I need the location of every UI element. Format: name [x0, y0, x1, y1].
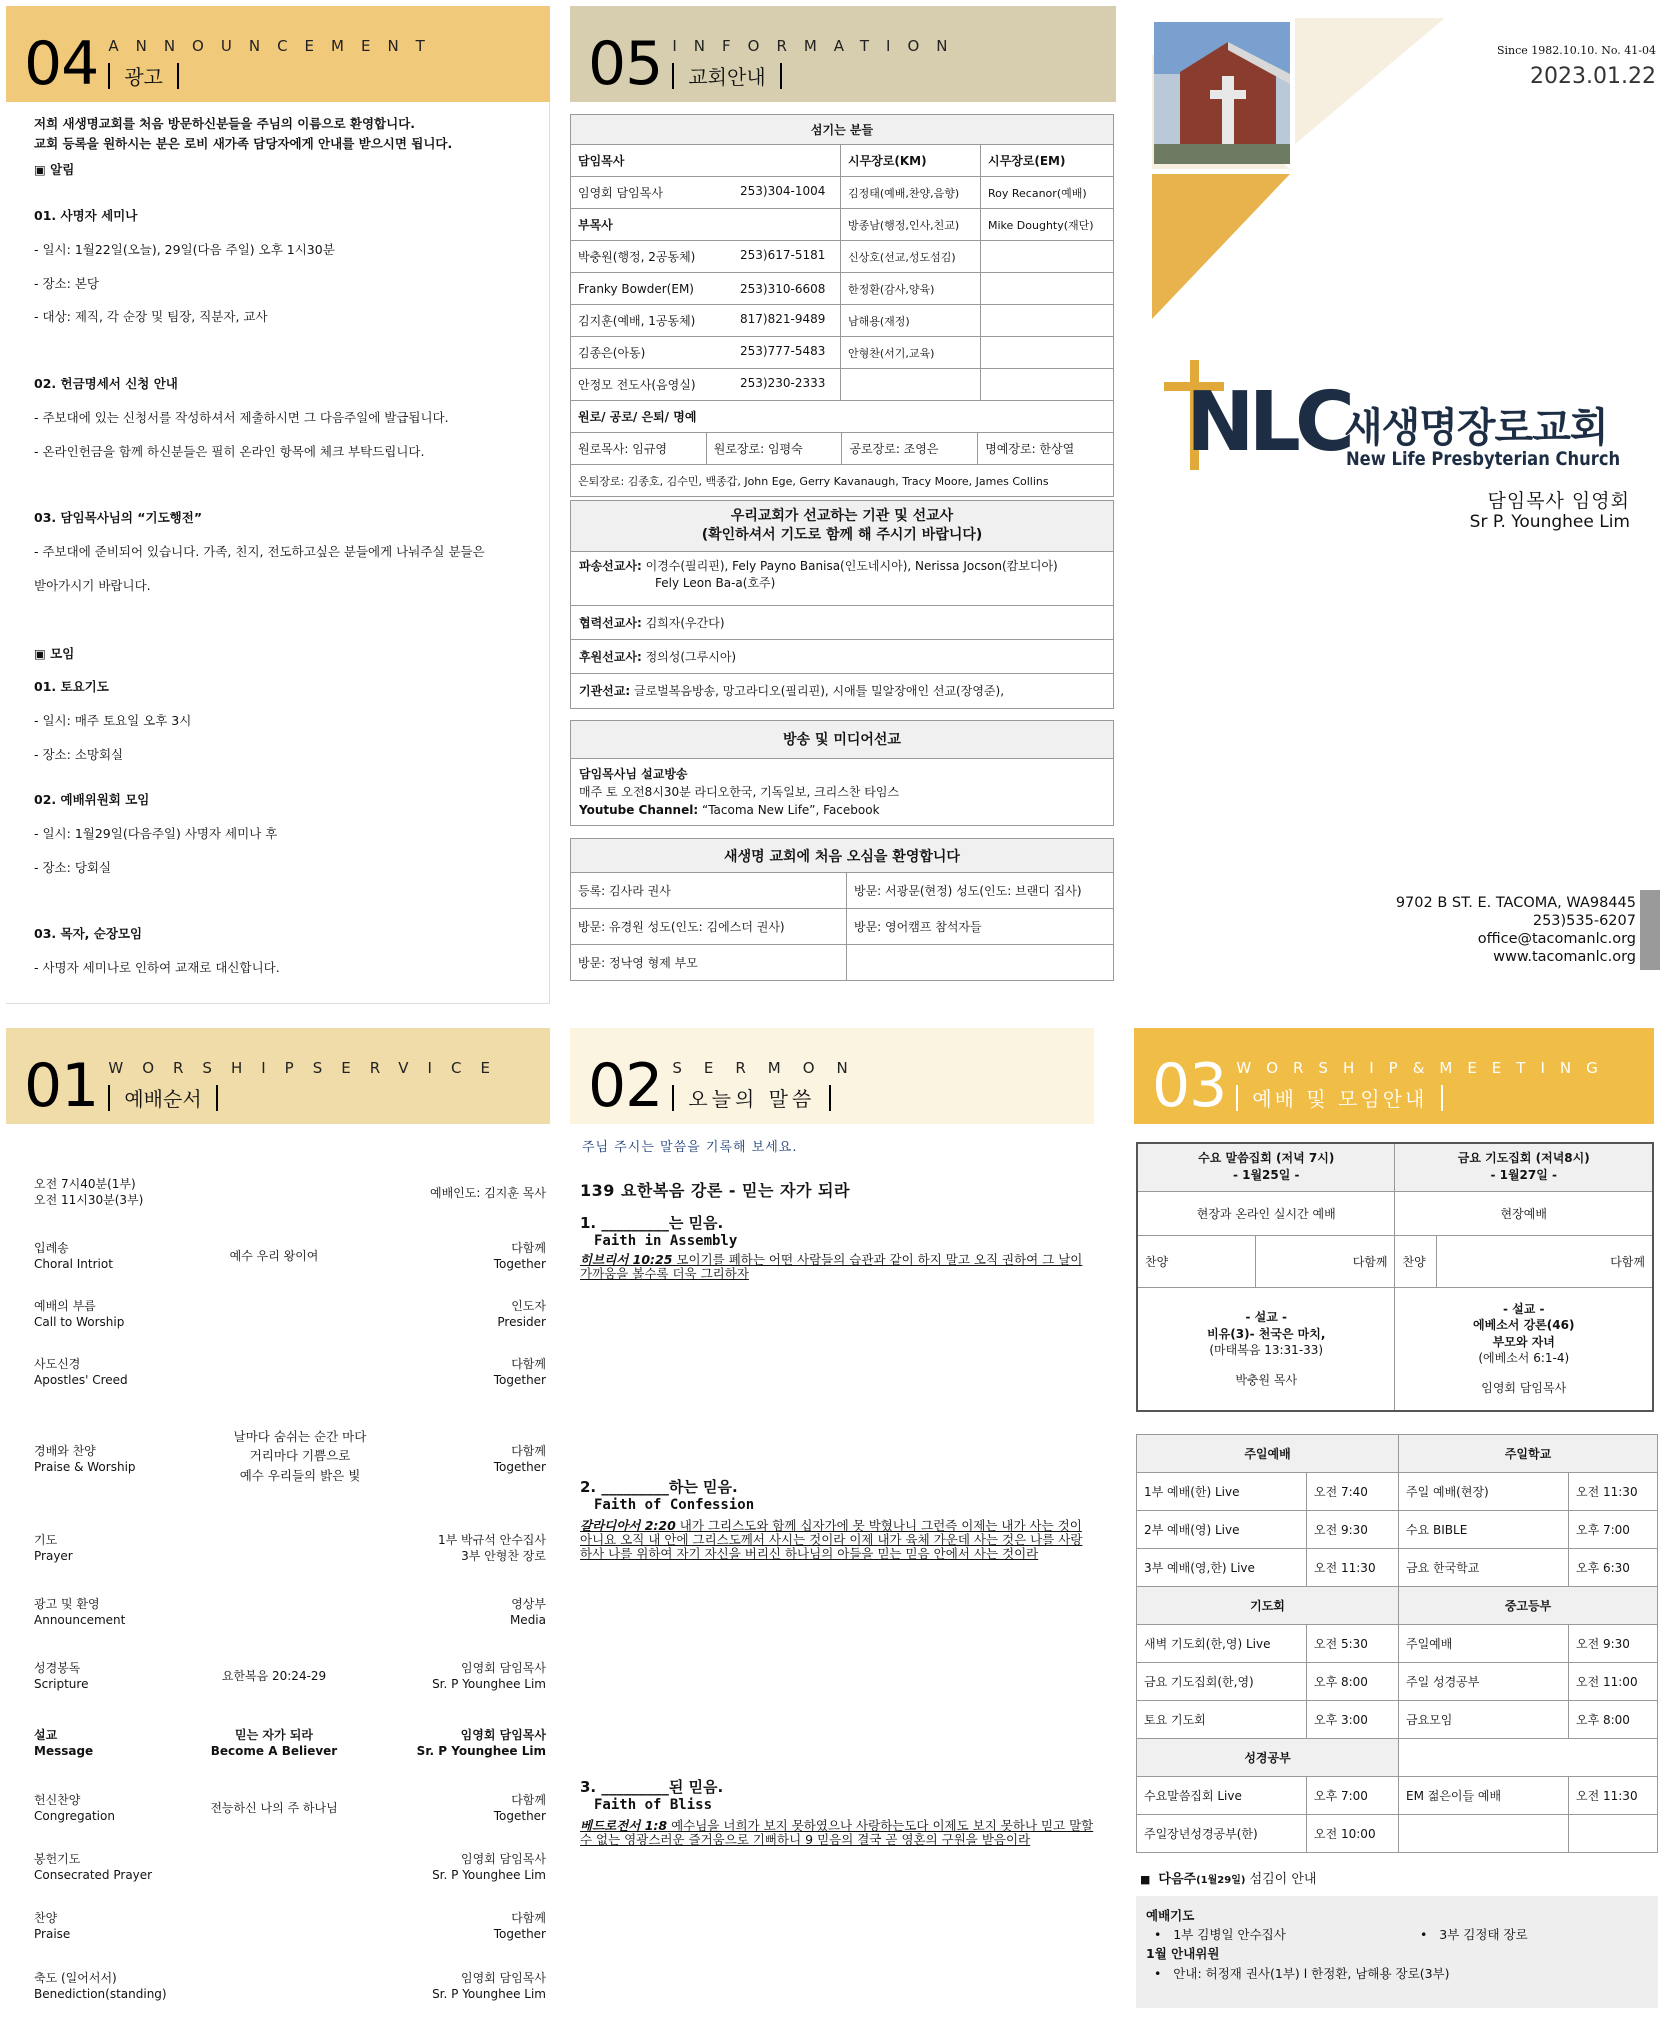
item-en: Praise & Worship	[34, 1460, 136, 1475]
item-en: Scripture	[34, 1677, 89, 1692]
item-leader: 다함께	[511, 1241, 546, 1255]
section-number: 01	[24, 1051, 99, 1121]
sermon-title: 139 요한복음 강론 - 믿는 자가 되라	[580, 1181, 850, 1200]
announcement-line: ▣ 모임	[34, 646, 75, 661]
item-leader: 1부 박규석 안수집사	[437, 1533, 546, 1547]
service-row	[34, 1970, 546, 2006]
welcome-table	[570, 838, 1114, 981]
schedule-time: 오후 3:00	[1307, 1701, 1399, 1739]
email-link[interactable]: office@tacomanlc.org	[1477, 931, 1636, 948]
announcement-line: - 온라인헌금을 함께 하신분들은 필히 온라인 항목에 체크 부탁드립니다.	[34, 444, 425, 459]
wed-mode: 현장과 온라인 실시간 예배	[1137, 1191, 1395, 1235]
schedule-item: EM 젊은이들 예배	[1399, 1777, 1569, 1815]
item-en: Benediction(standing)	[34, 1987, 167, 2002]
elder-km: 김정태(예배,찬양,음향)	[841, 177, 981, 209]
wed-hymn-label: 찬양	[1137, 1235, 1255, 1287]
wed-sermon: - 설교 - 비유(3)- 천국은 마치, (마태복음 13:31-33) 박충원 목사	[1137, 1287, 1395, 1411]
item-content: 예수 우리 왕이여	[229, 1249, 319, 1263]
sermon-note: 주님 주시는 말씀을 기록해 보세요.	[582, 1140, 798, 1155]
schedule-item: 금요 기도집회(한,영)	[1137, 1663, 1307, 1701]
service-row	[34, 1240, 546, 1276]
item-ko: 광고 및 환영	[34, 1597, 100, 1611]
item-en: Congregation	[34, 1809, 115, 1824]
item-leader-en: Sr. P Younghee Lim	[432, 1987, 546, 2002]
sunday-school-header: 주일학교	[1399, 1435, 1658, 1473]
welcome-entry: 등록: 김사라 권사	[571, 873, 847, 909]
square-bullet-icon: ■	[1140, 1873, 1151, 1886]
welcome-entry	[847, 945, 1114, 981]
prayer-leader: 1부 김병일 안수집사	[1173, 1927, 1286, 1943]
issue-date: 2023.01.22	[1530, 64, 1656, 89]
section-title-en: INFORMATION	[672, 37, 965, 55]
announcement-line: - 장소: 당회실	[34, 860, 112, 875]
elder-em: Mike Doughty(재단)	[981, 209, 1114, 241]
retired-header: 원로/ 공로/ 은퇴/ 명예	[571, 401, 1114, 433]
senior-pastor: 임영회 담임목사 253)304-1004	[571, 177, 841, 209]
schedule-item: 수요말씀집회 Live	[1137, 1777, 1307, 1815]
meeting-header	[1134, 1028, 1654, 1124]
item-content: 전능하신 나의 주 하나님	[210, 1801, 338, 1815]
elder-km: 방종남(행정,인사,친교)	[841, 209, 981, 241]
prayer-header: 기도회	[1137, 1587, 1399, 1625]
section-number: 02	[588, 1051, 663, 1121]
announcement-line: ▣ 알림	[34, 162, 75, 177]
item-leader-en: 3부 안형찬 장로	[461, 1549, 546, 1564]
item-en: Prayer	[34, 1549, 73, 1564]
elder-em: Roy Recanor(예배)	[981, 177, 1114, 209]
schedule-time: 오전 9:30	[1569, 1625, 1658, 1663]
item-leader-en: Sr. P Younghee Lim	[432, 1677, 546, 1692]
praise-song: 날마다 숨쉬는 순간 마다 거리마다 기쁨으로 예수 우리들의 밝은 빛	[233, 1429, 367, 1483]
announcement-line: 저희 새생명교회를 처음 방문하신분들을 주님의 이름으로 환영합니다.	[34, 116, 416, 131]
assoc-pastor: 김지훈(예배, 1공동체) 817)821-9489	[571, 305, 841, 337]
service-row	[34, 1356, 546, 1392]
service-times: 오전 7시40분(1부) 오전 11시30분(3부) 예배인도: 김지훈 목사	[34, 1177, 546, 1208]
sermon-header	[570, 1028, 1094, 1124]
mission-title: 우리교회가 선교하는 기관 및 선교사	[730, 508, 954, 524]
section-title-ko: 교회안내	[688, 65, 766, 89]
fri-header: 금요 기도집회 (저녁8시)	[1457, 1151, 1590, 1166]
section-title-ko: 예배순서	[124, 1087, 202, 1111]
item-ko: 기도	[34, 1533, 58, 1547]
ushers: 안내: 허정재 권사(1부) l 한정환, 남해용 장로(3부)	[1173, 1965, 1450, 1981]
media-line: 매주 토 오전8시30분 라디오한국, 기독일보, 크리스찬 타임스	[579, 785, 900, 799]
item-leader-en: Sr. P Younghee Lim	[416, 1744, 546, 1759]
item-leader: 임영회 담임목사	[461, 1971, 546, 1985]
item-leader: 영상부	[511, 1597, 546, 1611]
assoc-pastor: 박충원(행정, 2공동체) 253)617-5181	[571, 241, 841, 273]
retired-pastor: 원로목사: 임규영	[571, 433, 707, 465]
logo-nlc: NLC	[1186, 375, 1350, 470]
section-title-en: WORSHIPSERVICE	[108, 1059, 509, 1077]
schedule-item: 주일장년성경공부(한)	[1137, 1815, 1307, 1853]
item-content: 믿는 자가 되라 Become A Believer	[210, 1728, 338, 1759]
schedule-item: 주일 예배(현장)	[1399, 1473, 1569, 1511]
announcement-line: - 주보대에 준비되어 있습니다. 가족, 친지, 전도하고싶은 분들에게 나눠주실 분들은	[34, 544, 485, 559]
service-row	[34, 1792, 546, 1828]
prayer-leader: 3부 김정태 장로	[1439, 1927, 1528, 1943]
section-title-en: ANNOUNCEMENT	[108, 37, 442, 55]
item-leader: 임영회 담임목사	[461, 1852, 546, 1866]
sermon-point-2: 2. _________하는 믿음. Faith of Confession 갈라디아서 2:20 내가 그리스도와 함께 십자가에 못 박혔나니 그런즉 이제는 내가 사는 것이 아니요 오직 내 안에 그리스도께서 사시는 것이라 이제 내가 육체 가운데 사는 것은 나를 사랑하사 나를 위하여 자기 자신을 버리신 하나님의 아들을 믿는 믿음 안에서 사는 것이라	[580, 1478, 1083, 1561]
schedule-item: 금요 한국학교	[1399, 1549, 1569, 1587]
mission-org: 기관선교: 글로벌복음방송, 망고라디오(필리핀), 시애틀 밀알장애인 선교(장영준),	[579, 683, 1005, 698]
church-address	[1300, 894, 1636, 967]
wed-header: 수요 말씀집회 (저녁 7시)	[1198, 1151, 1335, 1166]
ushers-header: 1월 안내위원	[1146, 1946, 1220, 1962]
schedule-time: 오후 7:00	[1307, 1777, 1399, 1815]
announcement-header	[6, 6, 550, 102]
announcement-line: 02. 예배위원회 모임	[34, 792, 150, 807]
midweek-table: 수요 말씀집회 (저녁 7시) - 1월25일 - 금요 기도집회 (저녁8시) - 1월27일 - 현장과 온라인 실시간 예배 현장예배 찬양 다함께 찬양 다함께 - 설교 - 비유(3)- 천국은 마치, (마태복음 13:31-33) 박충원 목사 - 설교 - 에베소서 강론(46) 부모와 자녀 (에베소서 6:1-4) 임영회 담임목사	[1136, 1142, 1654, 1412]
service-row	[34, 1910, 546, 1946]
worship-header	[6, 1028, 550, 1124]
welcome-entry: 방문: 정낙영 형제 부모	[571, 945, 847, 981]
fri-hymn-label: 찬양	[1395, 1235, 1437, 1287]
prayer-leaders-header: 예배기도	[1146, 1908, 1195, 1923]
announcement-line: 03. 목자, 순장모임	[34, 926, 143, 941]
schedule-table	[1136, 1434, 1658, 1853]
schedule-item: 주일 성경공부	[1399, 1663, 1569, 1701]
announcement-line: - 일시: 1월29일(다음주일) 사명자 세미나 후	[34, 826, 278, 841]
website-link[interactable]: www.tacomanlc.org	[1493, 949, 1636, 966]
assoc-pastor: 안정모 전도사(음영실) 253)230-2333	[571, 369, 841, 401]
announcement-line: 01. 토요기도	[34, 679, 109, 694]
item-en: Announcement	[34, 1613, 126, 1628]
elder-em-header: 시무장로(EM)	[981, 145, 1114, 177]
schedule-item: 금요모임	[1399, 1701, 1569, 1739]
item-ko: 찬양	[34, 1911, 58, 1925]
announcement-line: - 대상: 제직, 각 순장 및 팀장, 직분자, 교사	[34, 309, 268, 324]
welcome-entry: 방문: 유경원 성도(인도: 김에스더 권사)	[571, 909, 847, 945]
welcome-title: 새생명 교회에 처음 오심을 환영합니다	[571, 839, 1114, 873]
item-en: Apostles' Creed	[34, 1373, 128, 1388]
schedule-time: 오전 10:00	[1307, 1815, 1399, 1853]
service-row	[34, 1298, 546, 1334]
item-leader: 다함께	[511, 1357, 546, 1371]
item-en: Message	[34, 1744, 94, 1759]
item-leader: 다함께	[511, 1793, 546, 1807]
item-leader: 다함께	[511, 1911, 546, 1925]
section-title-ko: 예배 및 모임안내	[1252, 1087, 1428, 1111]
media-line: Youtube Channel: “Tacoma New Life”, Facebook	[579, 803, 880, 817]
item-ko: 설교	[34, 1728, 58, 1742]
mission-support: 후원선교사: 정의성(그루시아)	[571, 640, 1113, 674]
bible-study-header: 성경공부	[1137, 1739, 1399, 1777]
item-leader-en: Together	[493, 1257, 546, 1272]
service-row	[34, 1660, 546, 1696]
schedule-item: 3부 예배(영,한) Live	[1137, 1549, 1307, 1587]
service-row	[34, 1727, 546, 1763]
schedule-time: 오후 6:30	[1569, 1549, 1658, 1587]
sermon-point-1: 1. _________는 믿음. Faith in Assembly 히브리서 10:25 모이기를 폐하는 어떤 사람들의 습관과 같이 하지 말고 오직 권하여 그 날이 가까움을 볼수록 더욱 그리하자	[580, 1214, 1083, 1281]
item-leader-en: Together	[493, 1460, 546, 1475]
item-ko: 봉헌기도	[34, 1852, 81, 1866]
announcement-line: - 장소: 소망회실	[34, 747, 124, 762]
cover-graphic	[1140, 14, 1460, 324]
item-en: Praise	[34, 1927, 71, 1942]
assoc-pastor: 김종은(아동) 253)777-5483	[571, 337, 841, 369]
pastor-name-en: Sr P. Younghee Lim	[1469, 512, 1630, 532]
schedule-item: 토요 기도회	[1137, 1701, 1307, 1739]
assoc-pastor: Franky Bowder(EM) 253)310-6608	[571, 273, 841, 305]
serving-title: 섬기는 분들	[571, 115, 1114, 145]
section-title-en: SERMON	[672, 1059, 870, 1077]
item-leader-en: Together	[493, 1373, 546, 1388]
honor-elder: 명예장로: 한상열	[978, 433, 1114, 465]
mission-dispatch: 파송선교사: 이경수(필리핀), Fely Payno Banisa(인도네시아), Nerissa Jocson(캄보디아) Fely Leon Ba-a(호주)	[571, 552, 1113, 606]
announcement-line: 받아가시기 바랍니다.	[34, 578, 151, 593]
media-title: 방송 및 미디어선교	[571, 721, 1113, 759]
announcement-line: 03. 담임목사님의 “기도행전”	[34, 510, 203, 525]
schedule-time: 오전 9:30	[1307, 1511, 1399, 1549]
phone: 253)535-6207	[1532, 913, 1636, 930]
item-ko: 예배의 부름	[34, 1299, 96, 1313]
elder-km: 남해용(재정)	[841, 305, 981, 337]
section-number: 04	[24, 29, 99, 99]
merit-elder: 공로장로: 조영은	[842, 433, 978, 465]
item-leader-en: Media	[509, 1613, 546, 1628]
pastor-name-ko: 담임목사 임영회	[1487, 490, 1630, 512]
elder-km: 한정환(감사,양육)	[841, 273, 981, 305]
schedule-time: 오전 11:30	[1569, 1777, 1658, 1815]
next-week-label: ■ 다음주(1월29일) 섬김이 안내	[1140, 1872, 1317, 1887]
item-en: Choral Intriot	[34, 1257, 113, 1272]
mission-coop: 협력선교사: 김희자(우간다)	[571, 606, 1113, 640]
elder-km-header: 시무장로(KM)	[841, 145, 981, 177]
item-ko: 입례송	[34, 1241, 69, 1255]
senior-pastor-header: 담임목사	[571, 145, 841, 177]
section-title-en: WORSHIP&MEETING	[1236, 1059, 1613, 1077]
schedule-time: 오후 7:00	[1569, 1511, 1658, 1549]
item-en: Call to Worship	[34, 1315, 125, 1330]
church-name-ko: 새생명장로교회	[1344, 405, 1608, 451]
service-row	[34, 1851, 546, 1887]
item-ko: 축도 (일어서서)	[34, 1971, 117, 1985]
schedule-item: 주일예배	[1399, 1625, 1569, 1663]
item-leader-en: Together	[493, 1927, 546, 1942]
emeritus-elders: 은퇴장로: 김종호, 김수민, 백종갑, John Ege, Gerry Kavanaugh, Tracy Moore, James Collins	[571, 465, 1114, 497]
youth-header: 중고등부	[1399, 1587, 1658, 1625]
schedule-time: 오전 7:40	[1307, 1473, 1399, 1511]
schedule-time: 오전 11:00	[1569, 1663, 1658, 1701]
announcement-line: - 일시: 매주 토요일 오후 3시	[34, 713, 192, 728]
sunday-worship-header: 주일예배	[1137, 1435, 1399, 1473]
announcement-line: 교회 등록을 원하시는 분은 로비 새가족 담당자에게 안내를 받으시면 됩니다.	[34, 136, 453, 151]
announcement-line: - 장소: 본당	[34, 276, 99, 291]
item-content: 요한복음 20:24-29	[221, 1669, 327, 1683]
welcome-entry: 방문: 서광문(현정) 성도(인도: 브랜디 집사)	[847, 873, 1114, 909]
item-ko: 헌신찬양	[34, 1793, 81, 1807]
assoc-pastor-header: 부목사	[571, 209, 841, 241]
section-number: 03	[1152, 1051, 1227, 1121]
since-line: Since 1982.10.10. No. 41-04	[1496, 44, 1656, 57]
announcement-line: - 일시: 1월22일(오늘), 29일(다음 주일) 오후 1시30분	[34, 242, 335, 257]
announcement-line: 01. 사명자 세미나	[34, 208, 138, 223]
mission-subtitle: (확인하셔서 기도로 함께 해 주시기 바랍니다)	[701, 526, 983, 543]
welcome-entry: 방문: 영어캠프 참석자들	[847, 909, 1114, 945]
elder-km: 안형찬(서기,교육)	[841, 337, 981, 369]
media-line: 담임목사님 설교방송	[579, 767, 688, 781]
elder-km: 신상호(선교,성도섬김)	[841, 241, 981, 273]
item-ko: 경배와 찬양	[34, 1444, 96, 1458]
decor-triangle-bottom	[1152, 174, 1290, 319]
item-leader-en: Together	[493, 1809, 546, 1824]
announcement-line: - 사명자 세미나로 인하여 교재로 대신합니다.	[34, 960, 280, 975]
item-leader: 인도자	[511, 1299, 546, 1313]
item-ko: 사도신경	[34, 1357, 81, 1371]
worship-leader: 예배인도: 김지훈 목사	[429, 1186, 546, 1200]
item-leader-en: Presider	[497, 1315, 546, 1330]
item-leader: 임영회 담임목사	[460, 1728, 546, 1742]
schedule-time: 오전 5:30	[1307, 1625, 1399, 1663]
schedule-time: 오전 11:30	[1307, 1549, 1399, 1587]
section-title-ko: 오늘의 말씀	[688, 1087, 816, 1111]
fri-mode: 현장예배	[1395, 1191, 1653, 1235]
address-line: 9702 B ST. E. TACOMA, WA98445	[1395, 895, 1636, 911]
item-leader: 다함께	[511, 1444, 546, 1458]
announcement-line: 02. 헌금명세서 신청 안내	[34, 376, 178, 391]
fri-sermon: - 설교 - 에베소서 강론(46) 부모와 자녀 (에베소서 6:1-4) 임영회 담임목사	[1395, 1287, 1653, 1411]
sermon-point-3: 3. _________된 믿음. Faith of Bliss 베드로전서 1:8 예수님을 너희가 보지 못하였으나 사랑하는도다 이제도 보지 못하나 믿고 말할 수 없는 영광스러운 즐거움으로 기뻐하니 9 믿음의 결국 곧 영혼의 구원을 받음이라	[580, 1778, 1094, 1847]
schedule-item: 새벽 기도회(한,영) Live	[1137, 1625, 1307, 1663]
media-box	[570, 720, 1114, 826]
information-header	[570, 6, 1116, 102]
schedule-item: 2부 예배(영) Live	[1137, 1511, 1307, 1549]
wed-hymn: 다함께	[1255, 1235, 1395, 1287]
serving-table	[570, 114, 1114, 497]
item-leader-en: Sr. P Younghee Lim	[432, 1868, 546, 1883]
schedule-item: 수요 BIBLE	[1399, 1511, 1569, 1549]
schedule-time: 오후 8:00	[1569, 1701, 1658, 1739]
schedule-time: 오전 11:30	[1569, 1473, 1658, 1511]
section-title-ko: 광고	[124, 65, 163, 89]
church-photo	[1154, 22, 1290, 164]
fri-hymn: 다함께	[1437, 1235, 1653, 1287]
schedule-time: 오후 8:00	[1307, 1663, 1399, 1701]
section-number: 05	[588, 29, 663, 99]
service-row	[34, 1532, 546, 1568]
item-ko: 성경봉독	[34, 1661, 81, 1675]
church-name-en: New Life Presbyterian Church	[1346, 448, 1621, 470]
next-week-box: 예배기도 • 1부 김병일 안수집사 • 3부 김정태 장로 1월 안내위원 • 안내: 허정재 권사(1부) l 한정환, 남해용 장로(3부)	[1136, 1896, 1658, 2008]
announcement-line: - 주보대에 있는 신청서를 작성하셔서 제출하시면 그 다음주일에 발급됩니다.	[34, 410, 449, 425]
mission-box	[570, 500, 1114, 709]
schedule-item: 1부 예배(한) Live	[1137, 1473, 1307, 1511]
service-row	[34, 1596, 546, 1632]
item-en: Consecrated Prayer	[34, 1868, 153, 1883]
item-leader: 임영회 담임목사	[461, 1661, 546, 1675]
side-bar	[1640, 890, 1660, 970]
retired-elder: 원로장로: 임평숙	[706, 433, 842, 465]
